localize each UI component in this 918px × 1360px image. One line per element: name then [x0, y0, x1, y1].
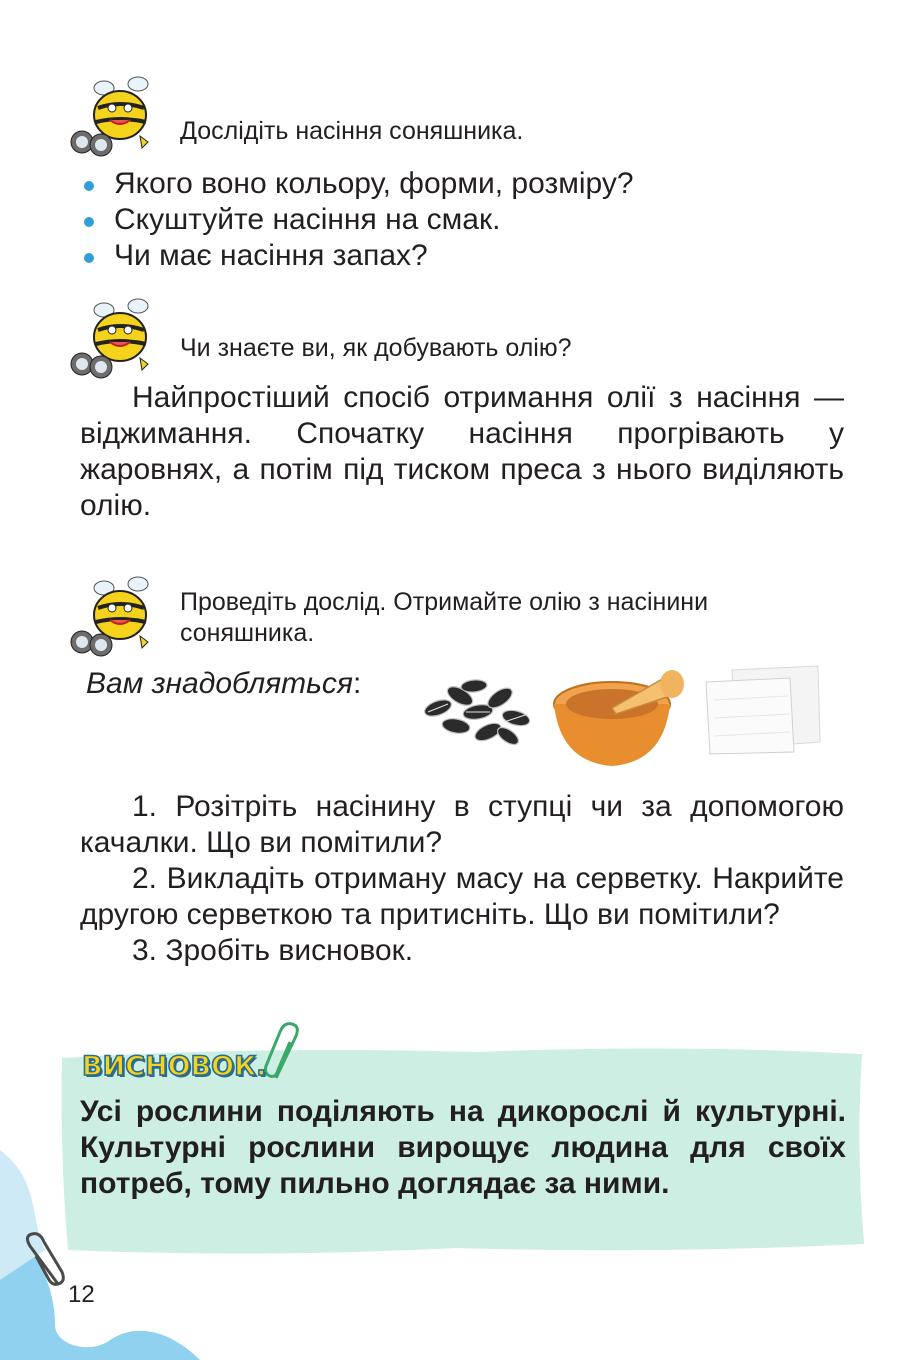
list-item: Якого воно кольору, форми, розміру?: [80, 166, 634, 202]
oil-paragraph: [80, 380, 844, 524]
mortar-and-pestle-image: [552, 662, 690, 772]
sunflower-seeds-image: [418, 668, 538, 750]
bee-icon-3: [68, 570, 163, 665]
bee-icon-2: [68, 292, 163, 387]
needs-colon: :: [352, 667, 362, 700]
step-1: 1. Розітріть насінину в ступці чи за допомогою качалки. Що ви помітили?: [80, 790, 844, 859]
bee-with-binoculars-icon: [71, 299, 148, 378]
question-list: [80, 166, 634, 274]
bee-icon-1: [68, 70, 163, 165]
conclusion-text: Усі рослини поділяють на дикорослі й культурні. Культурні рослини вирощує людина для своїх потреб, тому пильно доглядає за ними.: [80, 1095, 846, 1200]
list-item: Чи має насіння запах?: [80, 238, 634, 274]
section1-prompt: Дослідіть насіння соняшника.: [180, 117, 524, 145]
section2-prompt: Чи знаєте ви, як добувають олію?: [180, 334, 572, 362]
bee-with-binoculars-icon: [71, 77, 148, 156]
needs-label: [86, 666, 361, 702]
napkins-image: [702, 660, 822, 756]
step-2: 2. Викладіть отриману масу на серветку. Накрийте другою серветкою та притисніть. Що ви помітили?: [80, 862, 844, 931]
bee-with-binoculars-icon: [71, 577, 148, 656]
page-number: 12: [68, 1281, 95, 1308]
experiment-steps: [80, 789, 844, 969]
paragraph-text: Найпростіший спосіб отримання олії з насіння — віджимання. Спочатку насіння прогрівають у жаровнях, а потім під тиском преса з нього виділяють олію.: [80, 381, 844, 522]
section3-prompt-line1: Проведіть дослід. Отримайте олію з насінини: [180, 588, 709, 616]
section3-prompt-line2: соняшника.: [180, 619, 315, 647]
list-item: Скуштуйте насіння на смак.: [80, 202, 634, 238]
needs-label-text: Вам знадобляться: [86, 667, 353, 700]
conclusion-title: ВИСНОВОК.: [82, 1051, 267, 1082]
paperclip-icon: [262, 1022, 306, 1084]
step-3: 3. Зробіть висновок.: [132, 934, 414, 967]
paperclip-icon: [18, 1232, 68, 1292]
